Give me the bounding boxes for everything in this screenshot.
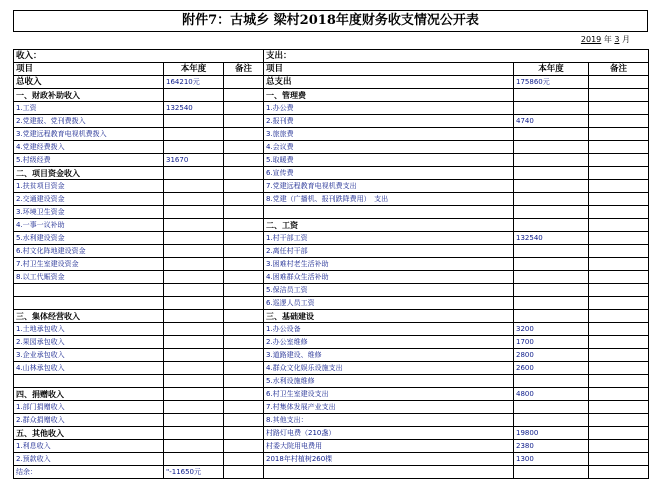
expense-note xyxy=(589,440,649,453)
income-note xyxy=(224,453,264,466)
income-note xyxy=(224,401,264,414)
total-income-value: 164210元 xyxy=(164,76,224,89)
expense-note xyxy=(589,219,649,232)
table-row xyxy=(14,141,649,154)
income-note xyxy=(224,336,264,349)
income-note xyxy=(224,232,264,245)
expense-item: 8.党建（广播机、报刊跌降费用） 支出 xyxy=(264,193,514,206)
table-row xyxy=(14,427,649,440)
income-amount-header: 本年度 xyxy=(164,63,224,76)
expense-item: 7.党建远程教育电视机费支出 xyxy=(264,180,514,193)
table-row xyxy=(14,245,649,258)
expense-amount: 2600 xyxy=(514,362,589,375)
date-month: 3 xyxy=(614,35,620,44)
expense-item: 4.群众文化娱乐设施支出 xyxy=(264,362,514,375)
income-item: 3.企业承包收入 xyxy=(14,349,164,362)
income-note xyxy=(224,89,264,102)
income-amount xyxy=(164,323,224,336)
income-item: 五、其他收入 xyxy=(14,427,164,440)
income-note xyxy=(224,258,264,271)
income-item: 3.党建远程教育电视机费拨入 xyxy=(14,128,164,141)
income-amount xyxy=(164,453,224,466)
income-note xyxy=(224,388,264,401)
expense-amount: 1300 xyxy=(514,453,589,466)
income-amount xyxy=(164,284,224,297)
income-item: 3.环境卫生资金 xyxy=(14,206,164,219)
income-item: 2.果园承包收入 xyxy=(14,336,164,349)
expense-note xyxy=(589,258,649,271)
income-note xyxy=(224,284,264,297)
table-row xyxy=(14,128,649,141)
expense-item xyxy=(264,206,514,219)
income-note xyxy=(224,349,264,362)
expense-amount-header: 本年度 xyxy=(514,63,589,76)
income-amount xyxy=(164,115,224,128)
table-row xyxy=(14,258,649,271)
expense-item: 二、工资 xyxy=(264,219,514,232)
expense-note xyxy=(589,362,649,375)
income-amount xyxy=(164,427,224,440)
expense-item: 5.保洁员工资 xyxy=(264,284,514,297)
income-note xyxy=(224,375,264,388)
income-amount xyxy=(164,271,224,284)
expense-note xyxy=(589,128,649,141)
expense-note xyxy=(589,141,649,154)
income-note xyxy=(224,102,264,115)
expense-item-header: 项目 xyxy=(264,63,514,76)
report-date xyxy=(581,34,630,46)
income-note-header: 备注 xyxy=(224,63,264,76)
expense-item: 3.旅旅费 xyxy=(264,128,514,141)
expense-amount xyxy=(514,141,589,154)
income-note xyxy=(224,141,264,154)
income-item: 5.水利建设资金 xyxy=(14,232,164,245)
section-header-row xyxy=(14,50,649,63)
table-row xyxy=(14,388,649,401)
income-item: 二、项目资金收入 xyxy=(14,167,164,180)
expense-note xyxy=(589,232,649,245)
expense-item: 村委大院用电费用 xyxy=(264,440,514,453)
income-amount xyxy=(164,388,224,401)
expense-note xyxy=(589,388,649,401)
expense-amount: 3200 xyxy=(514,323,589,336)
expense-amount xyxy=(514,128,589,141)
totals-row xyxy=(14,76,649,89)
finance-table xyxy=(13,49,649,479)
income-note xyxy=(224,297,264,310)
report-title: 附件7：古城乡 梁村2018年度财务收支情况公开表 xyxy=(13,10,648,32)
expense-amount xyxy=(514,102,589,115)
income-item: 5.村级经费 xyxy=(14,154,164,167)
table-row xyxy=(14,271,649,284)
expense-item: 2.办公室维修 xyxy=(264,336,514,349)
expense-item: 4.困难群众生活补助 xyxy=(264,271,514,284)
income-item: 2.交通建设资金 xyxy=(14,193,164,206)
expense-note xyxy=(589,284,649,297)
income-note xyxy=(224,128,264,141)
table-row xyxy=(14,89,649,102)
table-row xyxy=(14,414,649,427)
expense-section-label: 支出： xyxy=(264,50,649,63)
income-note xyxy=(224,271,264,284)
expense-note xyxy=(589,167,649,180)
expense-note xyxy=(589,323,649,336)
income-item: 4.党建经费拨入 xyxy=(14,141,164,154)
expense-item: 6.巡逻人员工资 xyxy=(264,297,514,310)
table-row xyxy=(14,193,649,206)
income-amount xyxy=(164,232,224,245)
total-expense-label: 总支出 xyxy=(264,76,514,89)
expense-note xyxy=(589,466,649,479)
income-item: 1.工资 xyxy=(14,102,164,115)
expense-note xyxy=(589,115,649,128)
income-item xyxy=(14,375,164,388)
income-note xyxy=(224,466,264,479)
expense-note xyxy=(589,310,649,323)
income-note xyxy=(224,206,264,219)
income-note xyxy=(224,180,264,193)
income-amount: 31670 xyxy=(164,154,224,167)
expense-item: 2.报刊费 xyxy=(264,115,514,128)
income-item: 1.土地承包收入 xyxy=(14,323,164,336)
expense-item xyxy=(264,466,514,479)
income-item: 2.党建报、党刊费拨入 xyxy=(14,115,164,128)
table-row xyxy=(14,154,649,167)
table-row xyxy=(14,167,649,180)
income-amount xyxy=(164,349,224,362)
expense-item: 1.办公费 xyxy=(264,102,514,115)
table-row xyxy=(14,180,649,193)
income-item: 结余： xyxy=(14,466,164,479)
income-item: 4.一事一议补助 xyxy=(14,219,164,232)
expense-note xyxy=(589,453,649,466)
expense-note xyxy=(589,193,649,206)
income-item-header: 项目 xyxy=(14,63,164,76)
expense-note xyxy=(589,102,649,115)
table-row xyxy=(14,219,649,232)
table-row xyxy=(14,297,649,310)
income-section-label: 收入： xyxy=(14,50,264,63)
income-amount xyxy=(164,206,224,219)
income-amount xyxy=(164,362,224,375)
expense-item: 一、管理费 xyxy=(264,89,514,102)
report-sheet xyxy=(13,10,648,476)
table-row xyxy=(14,440,649,453)
income-amount xyxy=(164,336,224,349)
income-amount xyxy=(164,401,224,414)
total-expense-note xyxy=(589,76,649,89)
expense-note xyxy=(589,336,649,349)
expense-note xyxy=(589,206,649,219)
expense-note xyxy=(589,297,649,310)
expense-note xyxy=(589,271,649,284)
total-expense-value: 175860元 xyxy=(514,76,589,89)
expense-amount: 1700 xyxy=(514,336,589,349)
expense-item: 3.困难村老生活补助 xyxy=(264,258,514,271)
income-amount xyxy=(164,375,224,388)
expense-amount xyxy=(514,258,589,271)
expense-amount xyxy=(514,310,589,323)
income-note xyxy=(224,310,264,323)
expense-note xyxy=(589,427,649,440)
income-item: 8.以工代赈资金 xyxy=(14,271,164,284)
income-note xyxy=(224,154,264,167)
income-note xyxy=(224,193,264,206)
expense-amount xyxy=(514,89,589,102)
expense-item: 1.办公设备 xyxy=(264,323,514,336)
expense-amount xyxy=(514,167,589,180)
expense-item: 7.村集体发展产业支出 xyxy=(264,401,514,414)
expense-amount xyxy=(514,297,589,310)
table-row xyxy=(14,401,649,414)
expense-amount: 132540 xyxy=(514,232,589,245)
expense-amount: 19800 xyxy=(514,427,589,440)
income-note xyxy=(224,245,264,258)
expense-item: 2018年村植树260棵 xyxy=(264,453,514,466)
expense-note xyxy=(589,89,649,102)
expense-amount xyxy=(514,219,589,232)
table-row xyxy=(14,206,649,219)
income-note xyxy=(224,219,264,232)
income-amount xyxy=(164,141,224,154)
expense-item: 2.离任村干部 xyxy=(264,245,514,258)
table-row xyxy=(14,232,649,245)
income-note xyxy=(224,440,264,453)
table-row xyxy=(14,323,649,336)
expense-item: 6.宣传费 xyxy=(264,167,514,180)
expense-amount xyxy=(514,375,589,388)
expense-note xyxy=(589,414,649,427)
expense-item: 3.道路建设、维修 xyxy=(264,349,514,362)
table-row xyxy=(14,375,649,388)
income-amount xyxy=(164,297,224,310)
income-amount xyxy=(164,245,224,258)
expense-amount: 2800 xyxy=(514,349,589,362)
expense-note xyxy=(589,154,649,167)
expense-amount: 4800 xyxy=(514,388,589,401)
income-item: 四、捐赠收入 xyxy=(14,388,164,401)
income-item: 6.村文化阵地建设资金 xyxy=(14,245,164,258)
table-row xyxy=(14,349,649,362)
income-amount xyxy=(164,89,224,102)
total-income-label: 总收入 xyxy=(14,76,164,89)
expense-amount xyxy=(514,271,589,284)
expense-item: 5.水利设施维修 xyxy=(264,375,514,388)
table-row xyxy=(14,310,649,323)
income-item: 1.利息收入 xyxy=(14,440,164,453)
table-row xyxy=(14,115,649,128)
expense-amount xyxy=(514,401,589,414)
income-amount xyxy=(164,180,224,193)
income-amount xyxy=(164,414,224,427)
income-amount: 132540 xyxy=(164,102,224,115)
expense-item: 1.村干部工资 xyxy=(264,232,514,245)
income-item: 4.山林承包收入 xyxy=(14,362,164,375)
expense-amount: 4740 xyxy=(514,115,589,128)
table-row xyxy=(14,466,649,479)
total-income-note xyxy=(224,76,264,89)
date-year: 2019 xyxy=(580,35,602,44)
expense-amount xyxy=(514,466,589,479)
expense-note xyxy=(589,375,649,388)
income-amount xyxy=(164,193,224,206)
expense-amount xyxy=(514,180,589,193)
income-note xyxy=(224,362,264,375)
income-amount xyxy=(164,258,224,271)
expense-item: 村路灯电费（210盏） xyxy=(264,427,514,440)
income-note xyxy=(224,414,264,427)
date-month-label: 月 xyxy=(622,35,630,44)
expense-item: 8.其他支出： xyxy=(264,414,514,427)
expense-note-header: 备注 xyxy=(589,63,649,76)
table-row xyxy=(14,453,649,466)
income-amount: "-11650元 xyxy=(164,466,224,479)
expense-note xyxy=(589,349,649,362)
expense-amount xyxy=(514,414,589,427)
expense-amount: 2380 xyxy=(514,440,589,453)
income-item: 三、集体经营收入 xyxy=(14,310,164,323)
expense-note xyxy=(589,401,649,414)
column-header-row xyxy=(14,63,649,76)
expense-amount xyxy=(514,193,589,206)
expense-note xyxy=(589,180,649,193)
expense-amount xyxy=(514,154,589,167)
income-amount xyxy=(164,167,224,180)
expense-amount xyxy=(514,206,589,219)
income-note xyxy=(224,167,264,180)
income-note xyxy=(224,427,264,440)
income-item: 2.预款收入 xyxy=(14,453,164,466)
expense-amount xyxy=(514,284,589,297)
date-year-label: 年 xyxy=(603,35,612,44)
income-item: 7.村卫生室建设资金 xyxy=(14,258,164,271)
expense-amount xyxy=(514,245,589,258)
table-row xyxy=(14,284,649,297)
income-item xyxy=(14,297,164,310)
income-amount xyxy=(164,219,224,232)
expense-item: 6.村卫生室建设支出 xyxy=(264,388,514,401)
income-amount xyxy=(164,440,224,453)
income-note xyxy=(224,115,264,128)
income-item: 2.群众捐赠收入 xyxy=(14,414,164,427)
income-note xyxy=(224,323,264,336)
table-row xyxy=(14,336,649,349)
table-row xyxy=(14,362,649,375)
income-amount xyxy=(164,310,224,323)
income-item: 一、财政补助收入 xyxy=(14,89,164,102)
income-amount xyxy=(164,128,224,141)
income-item: 1.部门捐赠收入 xyxy=(14,401,164,414)
income-item xyxy=(14,284,164,297)
expense-item: 5.取暖费 xyxy=(264,154,514,167)
expense-item: 三、基础建设 xyxy=(264,310,514,323)
expense-item: 4.会议费 xyxy=(264,141,514,154)
table-row xyxy=(14,102,649,115)
income-item: 1.扶贫项目资金 xyxy=(14,180,164,193)
expense-note xyxy=(589,245,649,258)
